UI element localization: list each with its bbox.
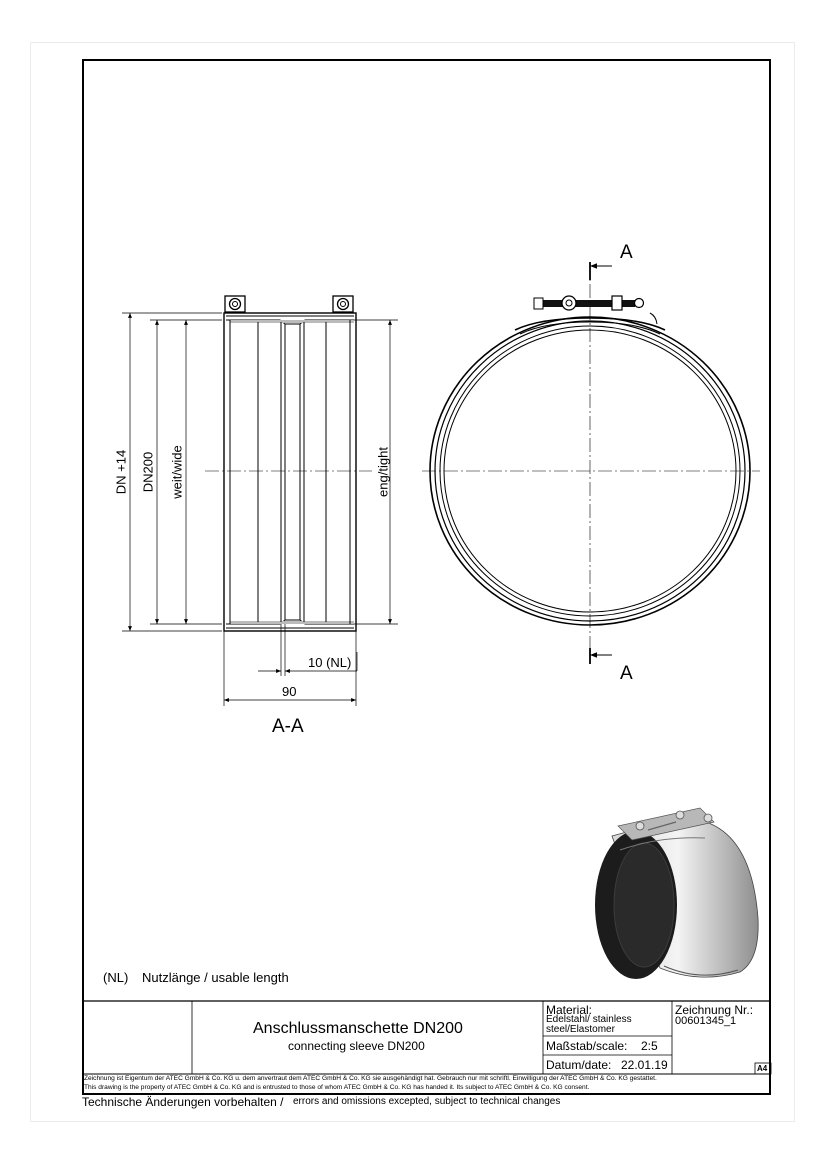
material-value-1: Edelstahl/ stainless xyxy=(546,1014,632,1025)
drawing-number-label: Zeichnung Nr.: xyxy=(675,1003,754,1017)
dimension-nl: 10 (NL) xyxy=(308,655,352,670)
section-marker-bottom: A xyxy=(620,663,633,684)
drawing-number-value: 00601345_1 xyxy=(675,1015,737,1027)
changes-english: errors and omissions excepted, subject to technical changes xyxy=(293,1096,561,1107)
product-render xyxy=(595,808,758,979)
note-abbreviation: (NL) xyxy=(103,970,129,985)
copyright-german: Zeichnung ist Eigentum der ATEC GmbH & Co. KG u. dem anvertraut dem ATEC GmbH & Co. KG sie ausgehändigt hat. Gebrauch nur mit schriftl. Einwilligung der ATEC GmbH & Co. KG gestattet. xyxy=(84,1075,657,1082)
title-german: Anschlussmanschette DN200 xyxy=(253,1020,463,1037)
copyright-english: This drawing is the property of ATEC GmbH & Co. KG and is entrusted to those of whom ATEC GmbH & Co. KG has handed it. Its subject to ATEC GmbH & Co. KG consent. xyxy=(84,1084,590,1091)
date-value: 22.01.19 xyxy=(621,1058,668,1072)
section-marker-top: A xyxy=(620,242,633,263)
material-label: Material: xyxy=(546,1003,593,1017)
material-value-2: steel/Elastomer xyxy=(546,1024,615,1035)
changes-german: Technische Änderungen vorbehalten / xyxy=(82,1095,284,1109)
dimension-dn: DN200 xyxy=(140,451,156,493)
title-english: connecting sleeve DN200 xyxy=(288,1039,425,1053)
dimension-tight: eng/tight xyxy=(375,447,391,497)
dimension-length: 90 xyxy=(282,684,297,699)
dimension-wide: weit/wide xyxy=(169,445,185,499)
scale-label: Maßstab/scale: xyxy=(546,1039,628,1053)
date-label: Datum/date: xyxy=(546,1058,612,1072)
note-text: Nutzlänge / usable length xyxy=(142,970,289,985)
front-view xyxy=(422,262,760,662)
scale-value: 2:5 xyxy=(641,1039,658,1053)
section-view xyxy=(205,296,372,631)
sheet-format: A4 xyxy=(757,1064,768,1073)
section-view-label: A-A xyxy=(272,716,304,737)
dimension-dn-plus: DN +14 xyxy=(113,449,129,495)
